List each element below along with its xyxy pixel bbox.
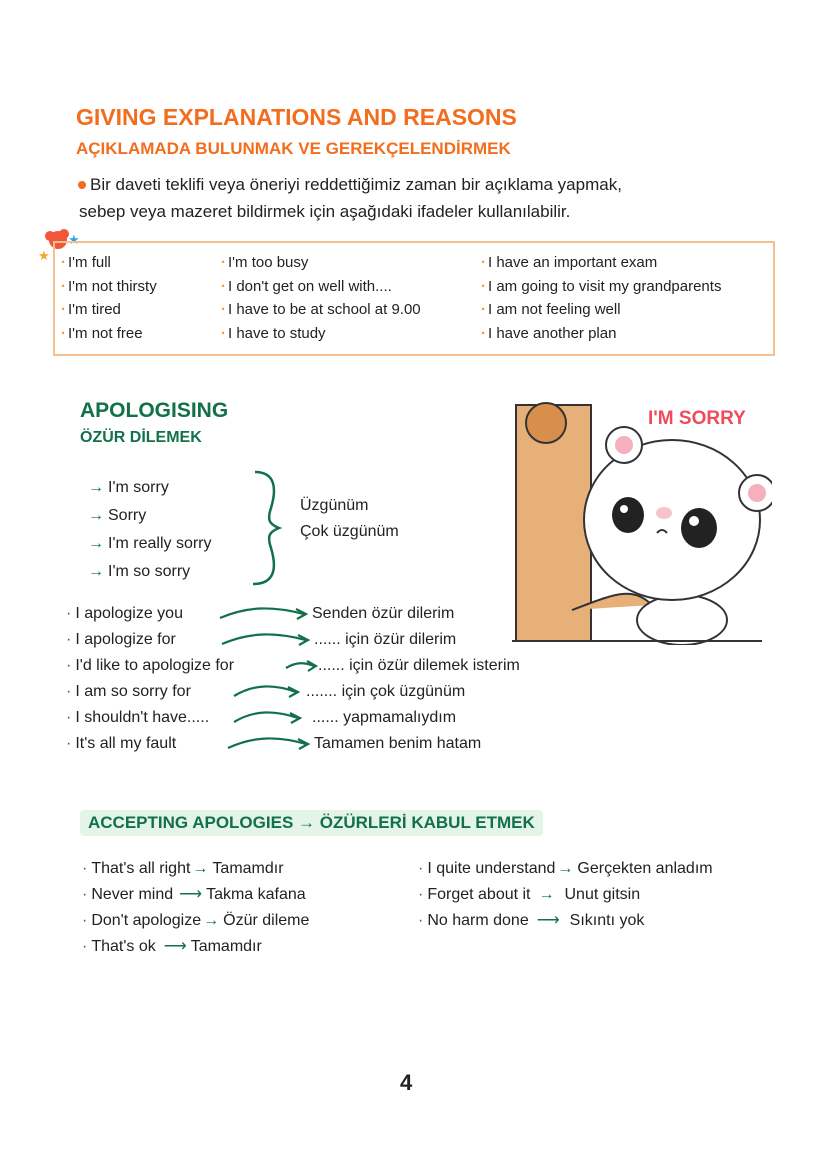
svg-text:★: ★ <box>68 232 80 247</box>
intro-text-line2: sebep veya mazeret bildirmek için aşağıdaki ifadeler kullanılabilir. <box>79 202 571 221</box>
section-subtitle-apologising: ÖZÜR DİLEMEK <box>80 429 202 446</box>
section-title-apologising: APOLOGISING <box>80 399 229 422</box>
accept-pair: · Don't apologize → Özür dileme <box>82 912 310 929</box>
arrow-icon <box>218 601 310 627</box>
reason-item: · I am not feeling well <box>481 301 621 318</box>
reason-item: · I'm full <box>61 254 111 271</box>
reasons-column-2 <box>221 251 421 345</box>
apology-pair: · I am so sorry for ....... için çok üzgünüm <box>66 679 234 705</box>
section-subtitle-explanations: AÇIKLAMADA BULUNMAK VE GEREKÇELENDİRMEK <box>76 139 511 158</box>
sorry-phrase: → I'm sorry <box>88 479 169 496</box>
apology-pair: · I'd like to apologize for ...... için özür dilemek isterim <box>66 653 234 679</box>
section-title-explanations: GIVING EXPLANATIONS AND REASONS <box>76 104 517 130</box>
intro-text-line1: Bir daveti teklifi veya öneriyi reddettiğimiz zaman bir açıklama yapmak, <box>90 175 622 194</box>
accept-pair: · That's ok ⟶ Tamamdır <box>82 938 262 955</box>
translation-uzgunum: Üzgünüm <box>300 497 369 514</box>
svg-text:★: ★ <box>38 248 50 262</box>
apology-pair: · I apologize you Senden özür dilerim <box>66 601 234 627</box>
im-sorry-caption: I'M SORRY <box>648 408 746 429</box>
apology-pair: · I apologize for ...... için özür dilerim <box>66 627 234 653</box>
reasons-box <box>53 241 775 356</box>
arrow-icon <box>284 653 318 679</box>
arrow-icon <box>220 627 312 653</box>
sorry-phrase: → Sorry <box>88 507 147 524</box>
arrow-icon <box>232 705 304 731</box>
accept-pair: · I quite understand → Gerçekten anladım <box>418 860 713 877</box>
sorry-phrase: → I'm really sorry <box>88 535 212 552</box>
bullet-star-icon <box>78 181 86 189</box>
sorry-phrase: → I'm so sorry <box>88 563 191 580</box>
sorry-bear-illustration <box>512 395 772 645</box>
reason-item: · I have to be at school at 9.00 <box>221 301 421 318</box>
curly-brace-icon <box>245 468 285 588</box>
accepting-right-list <box>418 856 713 934</box>
accepting-left-list <box>82 856 309 960</box>
reason-item: · I'm too busy <box>221 254 309 271</box>
reason-item: · I'm not thirsty <box>61 277 157 295</box>
translation-cok-uzgunum: Çok üzgünüm <box>300 523 399 540</box>
arrow-icon <box>226 731 312 757</box>
reason-item: · I'm not free <box>61 324 143 342</box>
reason-item: · I'm tired <box>61 301 121 318</box>
accept-pair: · Forget about it → Unut gitsin <box>418 886 641 903</box>
arrow-icon <box>232 679 302 705</box>
reasons-column-3 <box>481 251 721 345</box>
section-title-accepting: ACCEPTING APOLOGIES → ÖZÜRLERİ KABUL ETMEK <box>80 810 543 836</box>
page-number: 4 <box>400 1070 413 1095</box>
reason-item: · I have to study <box>221 324 326 342</box>
reason-item: · I have an important exam <box>481 254 658 271</box>
reason-item: · I am going to visit my grandparents <box>481 277 722 295</box>
reasons-column-1 <box>61 251 157 345</box>
sorry-phrases-list <box>88 474 212 586</box>
reason-item: · I have another plan <box>481 324 617 342</box>
apology-pair: · I shouldn't have..... ...... yapmamalıydım <box>66 705 234 731</box>
reason-item: · I don't get on well with.... <box>221 277 392 295</box>
apology-pairs-list <box>66 601 520 757</box>
accept-pair: · That's all right → Tamamdır <box>82 860 284 877</box>
accept-pair: · Never mind ⟶ Takma kafana <box>82 886 306 903</box>
apology-pair: · It's all my fault Tamamen benim hatam <box>66 731 234 757</box>
accept-pair: · No harm done ⟶ Sıkıntı yok <box>418 912 645 929</box>
